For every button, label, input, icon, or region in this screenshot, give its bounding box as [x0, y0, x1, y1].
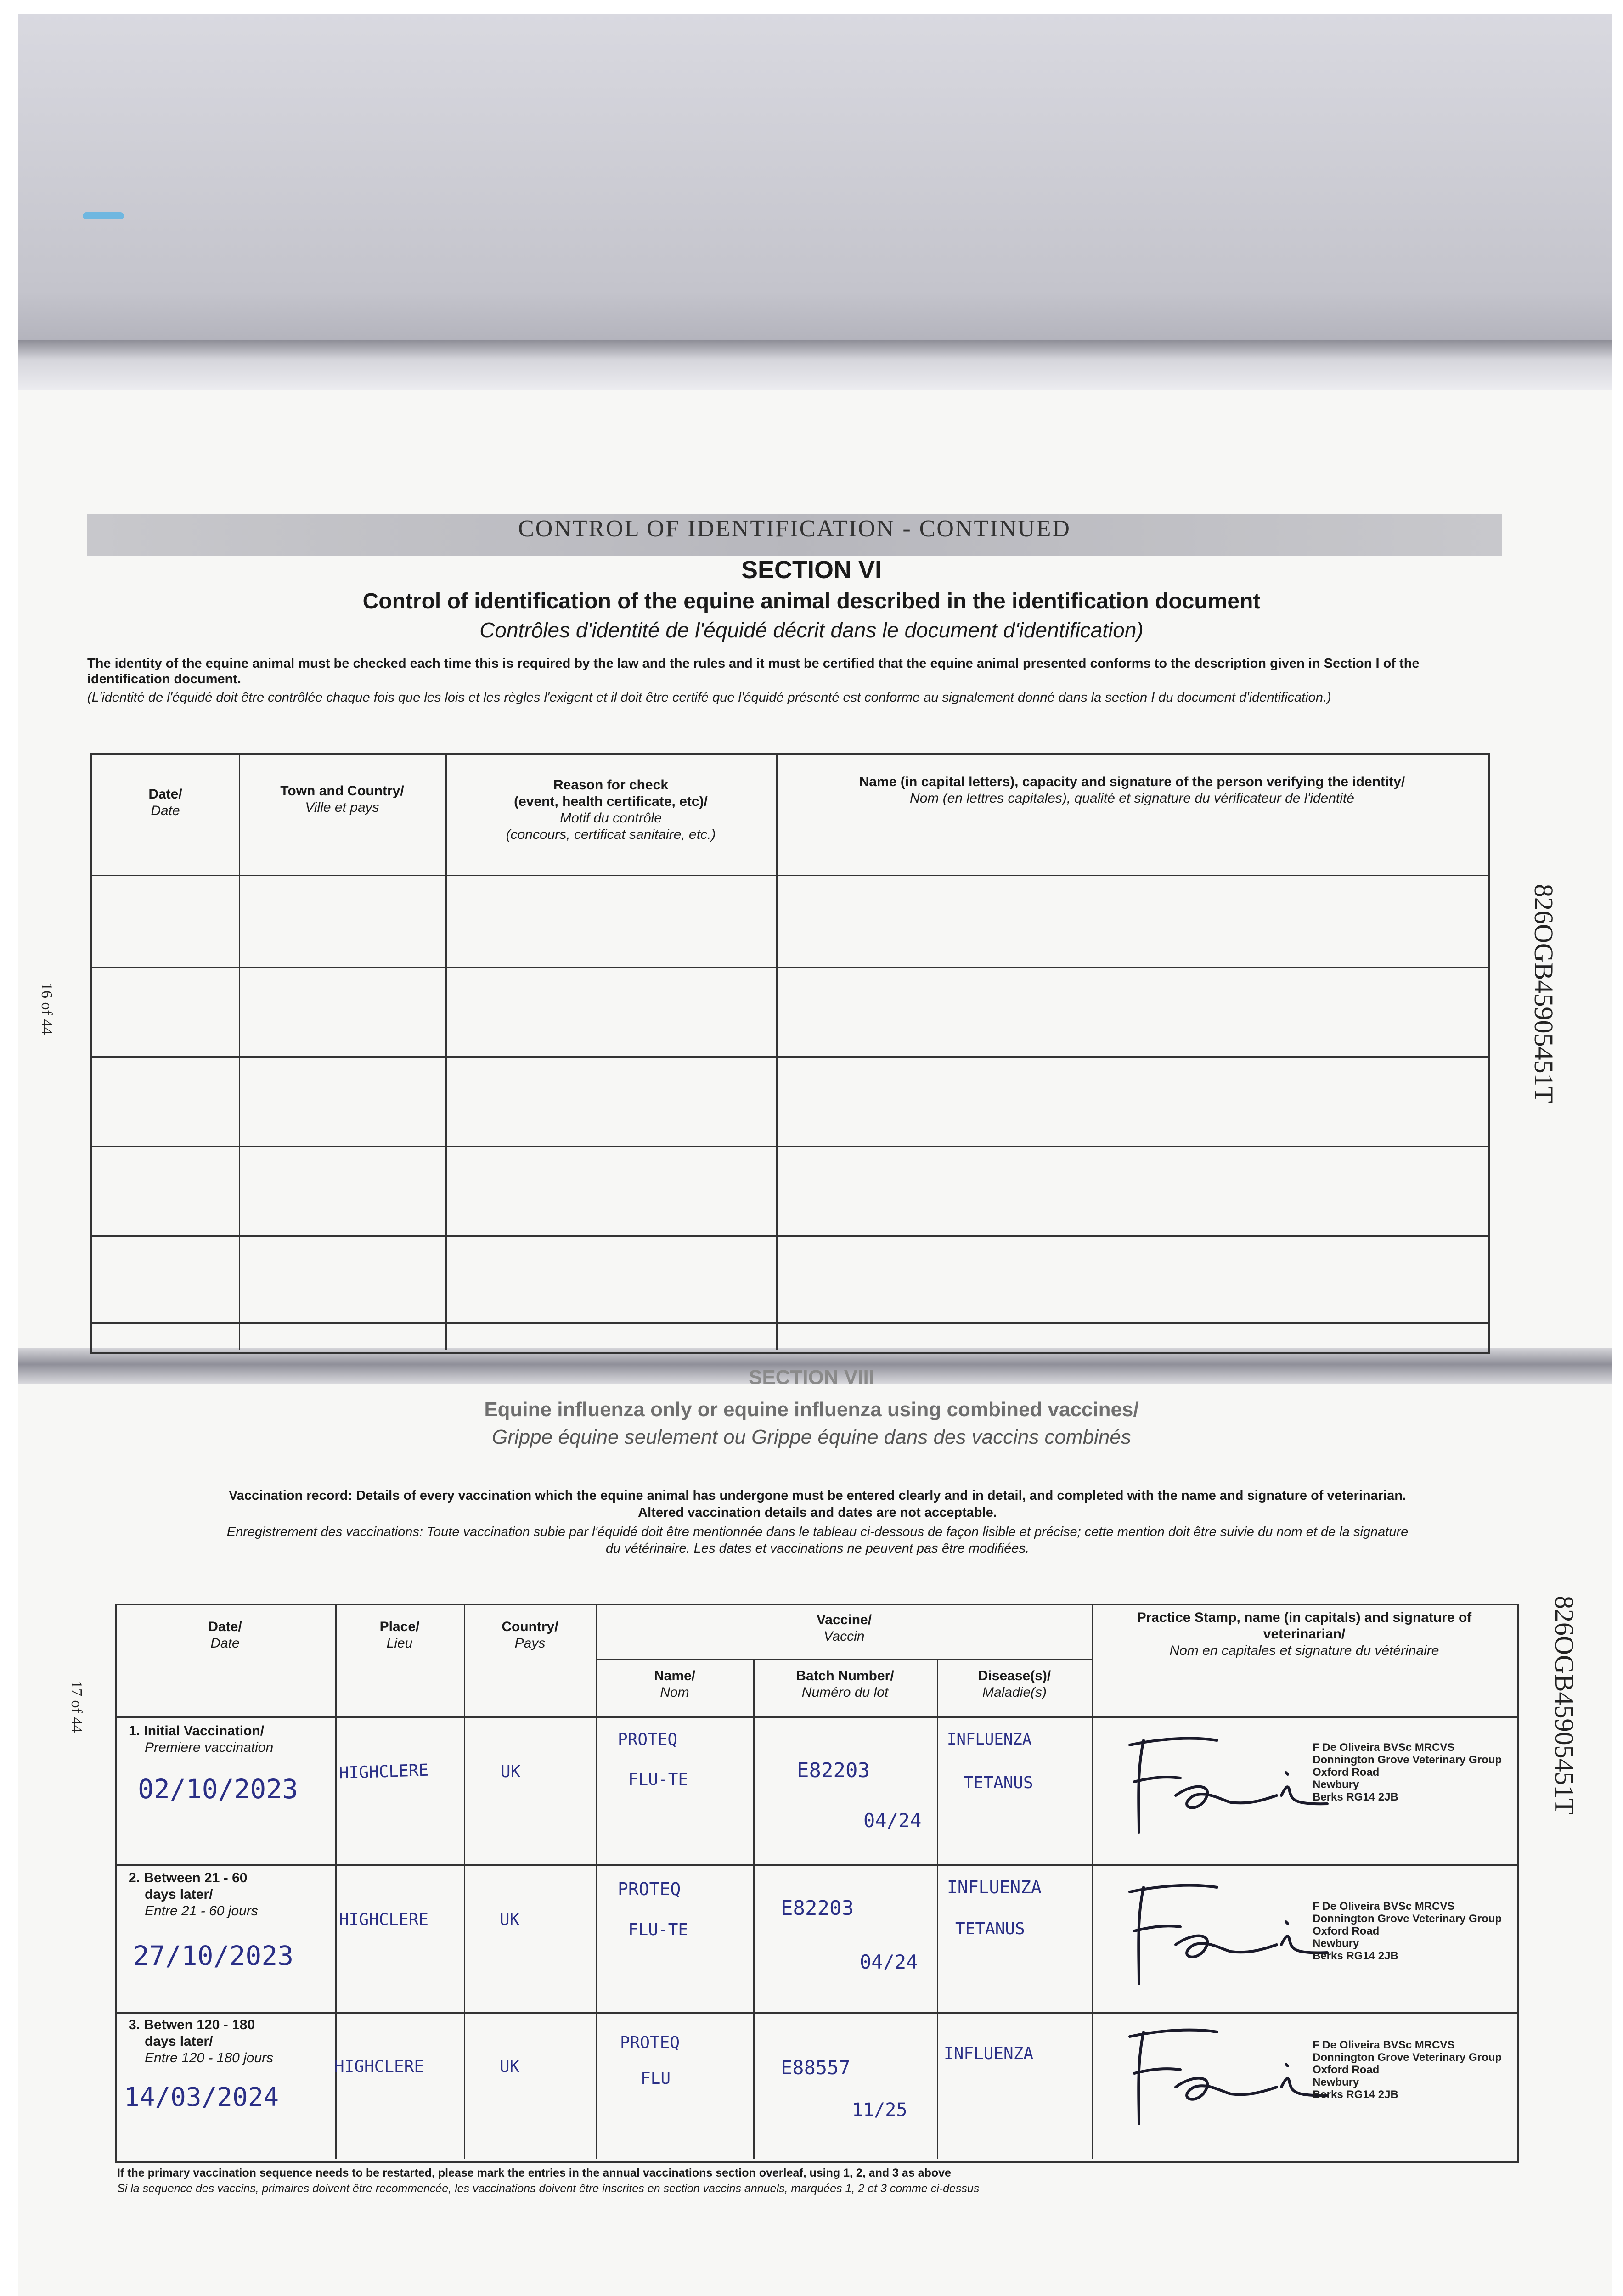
stamp-line: Oxford Road	[1313, 2064, 1380, 2076]
row2-date: 27/10/2023	[133, 1940, 294, 1971]
row2-batch: E82203	[781, 1896, 854, 1920]
row1-label: 1. Initial Vaccination/	[129, 1723, 265, 1739]
row3-label: 3. Betwen 120 - 180	[129, 2017, 255, 2032]
vaccination-record-text: Details of every vaccination which the equine animal has undergone must be entered clearly and in detail, and completed with the name and signature of veterinarian.	[356, 1488, 1406, 1503]
vaccination-record-text-2: Altered vaccination details and dates are not acceptable.	[638, 1505, 997, 1520]
row1-country: UK	[501, 1762, 521, 1781]
stamp-line: Donnington Grove Veterinary Group	[1313, 1754, 1502, 1766]
stamp-line: Oxford Road	[1313, 1925, 1380, 1937]
table-divider	[1092, 1604, 1093, 2159]
section-banner: CONTROL OF IDENTIFICATION - CONTINUED	[518, 516, 1071, 542]
page-number-16: 16 of 44	[38, 983, 55, 1035]
col-stamp-header: Practice Stamp, name (in capitals) and signature of	[1137, 1610, 1472, 1625]
identity-check-table	[90, 753, 1490, 1354]
row2-country: UK	[500, 1910, 520, 1929]
stamp-line: Berks RG14 2JB	[1313, 1950, 1398, 1962]
row3-batch: E88557	[781, 2056, 851, 2079]
stamp-line: Oxford Road	[1313, 1766, 1380, 1778]
stamp-line: Berks RG14 2JB	[1313, 2088, 1398, 2101]
row2-disease-2: TETANUS	[955, 1919, 1025, 1938]
passport-number-lower: 826OGB45905451T	[1550, 1596, 1579, 1815]
vaccination-record-fr: Enregistrement des vaccinations: Toute vaccination subie par l'équidé doit être mentionnée dans le tableau ci-dessous de façon lisible et précise; cette mention doit être suivie du nom et de la signature	[226, 1525, 1409, 1539]
stamp-line: Berks RG14 2JB	[1313, 1791, 1398, 1803]
row3-date: 14/03/2024	[124, 2082, 279, 2112]
scanner-lid-area	[18, 14, 1612, 340]
page-number-17: 17 of 44	[68, 1681, 85, 1733]
col-batch-header: Batch Number/	[796, 1668, 894, 1683]
table-row-divider	[90, 967, 1488, 968]
row3-expiry: 11/25	[852, 2099, 907, 2121]
table-row-divider	[90, 1146, 1488, 1147]
row1-vaccine-name: PROTEQ	[618, 1730, 678, 1749]
row1-date: 02/10/2023	[138, 1773, 299, 1805]
table-row-divider	[115, 1864, 1517, 1866]
row1-batch: E82203	[797, 1759, 870, 1782]
row1-expiry: 04/24	[863, 1809, 922, 1832]
table-row-divider	[90, 1322, 1488, 1324]
col-name-header: Name/	[654, 1668, 696, 1683]
col-town-header-fr: Ville et pays	[305, 800, 379, 815]
row3-place: HIGHCLERE	[334, 2057, 424, 2076]
vaccination-record-label: Vaccination record:	[229, 1488, 353, 1503]
col-date-header: Date/	[148, 787, 182, 802]
stamp-line: F De Oliveira BVSc MRCVS	[1313, 1741, 1455, 1754]
row2-label-2: days later/	[145, 1887, 213, 1902]
col-stamp-header-fr: Nom en capitales et signature du vétérinaire	[1169, 1643, 1439, 1658]
stamp-line: Newbury	[1313, 1937, 1359, 1950]
row2-label-fr: Entre 21 - 60 jours	[145, 1903, 258, 1919]
col-place-header-fr: Lieu	[386, 1636, 413, 1651]
footer-note-fr: Si la sequence des vaccins, primaires doivent être recommencée, les vaccinations doivent être inscrites en section vaccins annuels, marquées 1, 2 et 3 comme ci-dessus	[117, 2182, 980, 2195]
col-place-header: Place/	[379, 1619, 420, 1634]
col-town-header: Town and Country/	[280, 783, 404, 799]
col-stamp-header-2: veterinarian/	[1263, 1626, 1346, 1642]
col-vaccine-header: Vaccine/	[816, 1612, 872, 1627]
col-date-header: Date/	[208, 1619, 242, 1634]
section-vi-intro-fr: (L'identité de l'équidé doit être contrôlée chaque fois que les lois et les règles l'exigent et il doit être certifé que l'équidé présenté est conforme au signalement donné dans la section I du document d'identification.)	[87, 690, 1331, 705]
row2-vaccine-name: PROTEQ	[618, 1879, 681, 1899]
table-divider	[464, 1604, 465, 2159]
row2-vaccine-name-2: FLU-TE	[628, 1920, 688, 1939]
footer-note: If the primary vaccination sequence needs to be restarted, please mark the entries in the annual vaccinations section overleaf, using 1, 2, and 3 as above	[117, 2167, 951, 2179]
section-viii-subtitle: Equine influenza only or equine influenza using combined vaccines/	[484, 1398, 1139, 1421]
row1-disease: INFLUENZA	[947, 1730, 1032, 1749]
page-crease	[18, 340, 1612, 390]
row3-disease: INFLUENZA	[944, 2044, 1034, 2063]
table-divider	[753, 1659, 755, 2159]
row1-vaccine-name-2: FLU-TE	[628, 1770, 688, 1789]
row3-vaccine-name-2: FLU	[641, 2069, 671, 2088]
row2-place: HIGHCLERE	[339, 1910, 429, 1929]
passport-number-upper: 826OGB45905451T	[1529, 884, 1559, 1103]
col-reason-header: Reason for check	[553, 777, 669, 793]
section-vi-title: SECTION VI	[741, 556, 882, 584]
row3-vaccine-name: PROTEQ	[620, 2033, 680, 2052]
col-disease-header: Disease(s)/	[978, 1668, 1051, 1683]
stamp-line: Donnington Grove Veterinary Group	[1313, 2051, 1502, 2064]
section-vi-intro: The identity of the equine animal must be checked each time this is required by the law and the rules and it must be certified that the equine animal presented conforms to the description given in Section I of the identification document.	[87, 656, 1420, 687]
row1-place: HIGHCLERE	[338, 1761, 429, 1783]
col-reason-header-fr: Motif du contrôle	[560, 810, 662, 826]
vaccination-record-fr-2: du vétérinaire. Les dates et vaccinations ne peuvent pas être modifiées.	[605, 1541, 1030, 1556]
col-name-header: Name (in capital letters), capacity and signature of the person verifying the identity/	[859, 774, 1405, 789]
stamp-line: Newbury	[1313, 1778, 1359, 1791]
stamp-line: F De Oliveira BVSc MRCVS	[1313, 2039, 1455, 2051]
vaccine-subheader-divider	[596, 1659, 1092, 1660]
table-divider	[776, 753, 778, 1350]
table-row-divider	[90, 875, 1488, 876]
table-row-divider	[90, 1056, 1488, 1058]
row3-label-fr: Entre 120 - 180 jours	[145, 2050, 274, 2065]
col-country-header: Country/	[502, 1619, 558, 1634]
col-country-header-fr: Pays	[514, 1636, 546, 1651]
row1-disease-2: TETANUS	[964, 1773, 1033, 1792]
section-vi-subtitle-fr: Contrôles d'identité de l'équidé décrit dans le document d'identification)	[479, 618, 1144, 642]
section-viii-title: SECTION VIII	[749, 1366, 874, 1389]
table-row-divider	[90, 1235, 1488, 1237]
stamp-line: Donnington Grove Veterinary Group	[1313, 1913, 1502, 1925]
table-divider	[937, 1659, 938, 2159]
col-disease-header-fr: Maladie(s)	[982, 1685, 1047, 1700]
table-row-divider	[115, 1716, 1517, 1718]
table-row-divider	[115, 2012, 1517, 2014]
row3-country: UK	[500, 2057, 520, 2076]
col-vaccine-header-fr: Vaccin	[823, 1629, 865, 1644]
col-date-header-fr: Date	[210, 1636, 240, 1651]
row3-label-2: days later/	[145, 2034, 213, 2049]
col-reason-header-2: (event, health certificate, etc)/	[514, 794, 708, 809]
col-date-header-fr: Date	[151, 803, 180, 818]
row2-label: 2. Between 21 - 60	[129, 1870, 248, 1885]
section-vi-subtitle: Control of identification of the equine animal described in the identification document	[362, 589, 1261, 613]
stamp-line: F De Oliveira BVSc MRCVS	[1313, 1900, 1455, 1913]
ink-mark	[83, 212, 124, 219]
section-viii-subtitle-fr: Grippe équine seulement ou Grippe équine dans des vaccins combinés	[492, 1426, 1131, 1448]
row1-label-fr: Premiere vaccination	[145, 1740, 274, 1755]
row2-disease: INFLUENZA	[947, 1877, 1042, 1897]
col-name-header-fr: Nom	[660, 1685, 689, 1700]
col-batch-header-fr: Numéro du lot	[801, 1685, 889, 1700]
stamp-line: Newbury	[1313, 2076, 1359, 2088]
col-reason-header-fr-2: (concours, certificat sanitaire, etc.)	[506, 827, 716, 842]
col-name-header-fr: Nom (en lettres capitales), qualité et signature du vérificateur de l'identité	[910, 791, 1354, 806]
row2-expiry: 04/24	[860, 1951, 918, 1973]
table-divider	[239, 753, 240, 1350]
